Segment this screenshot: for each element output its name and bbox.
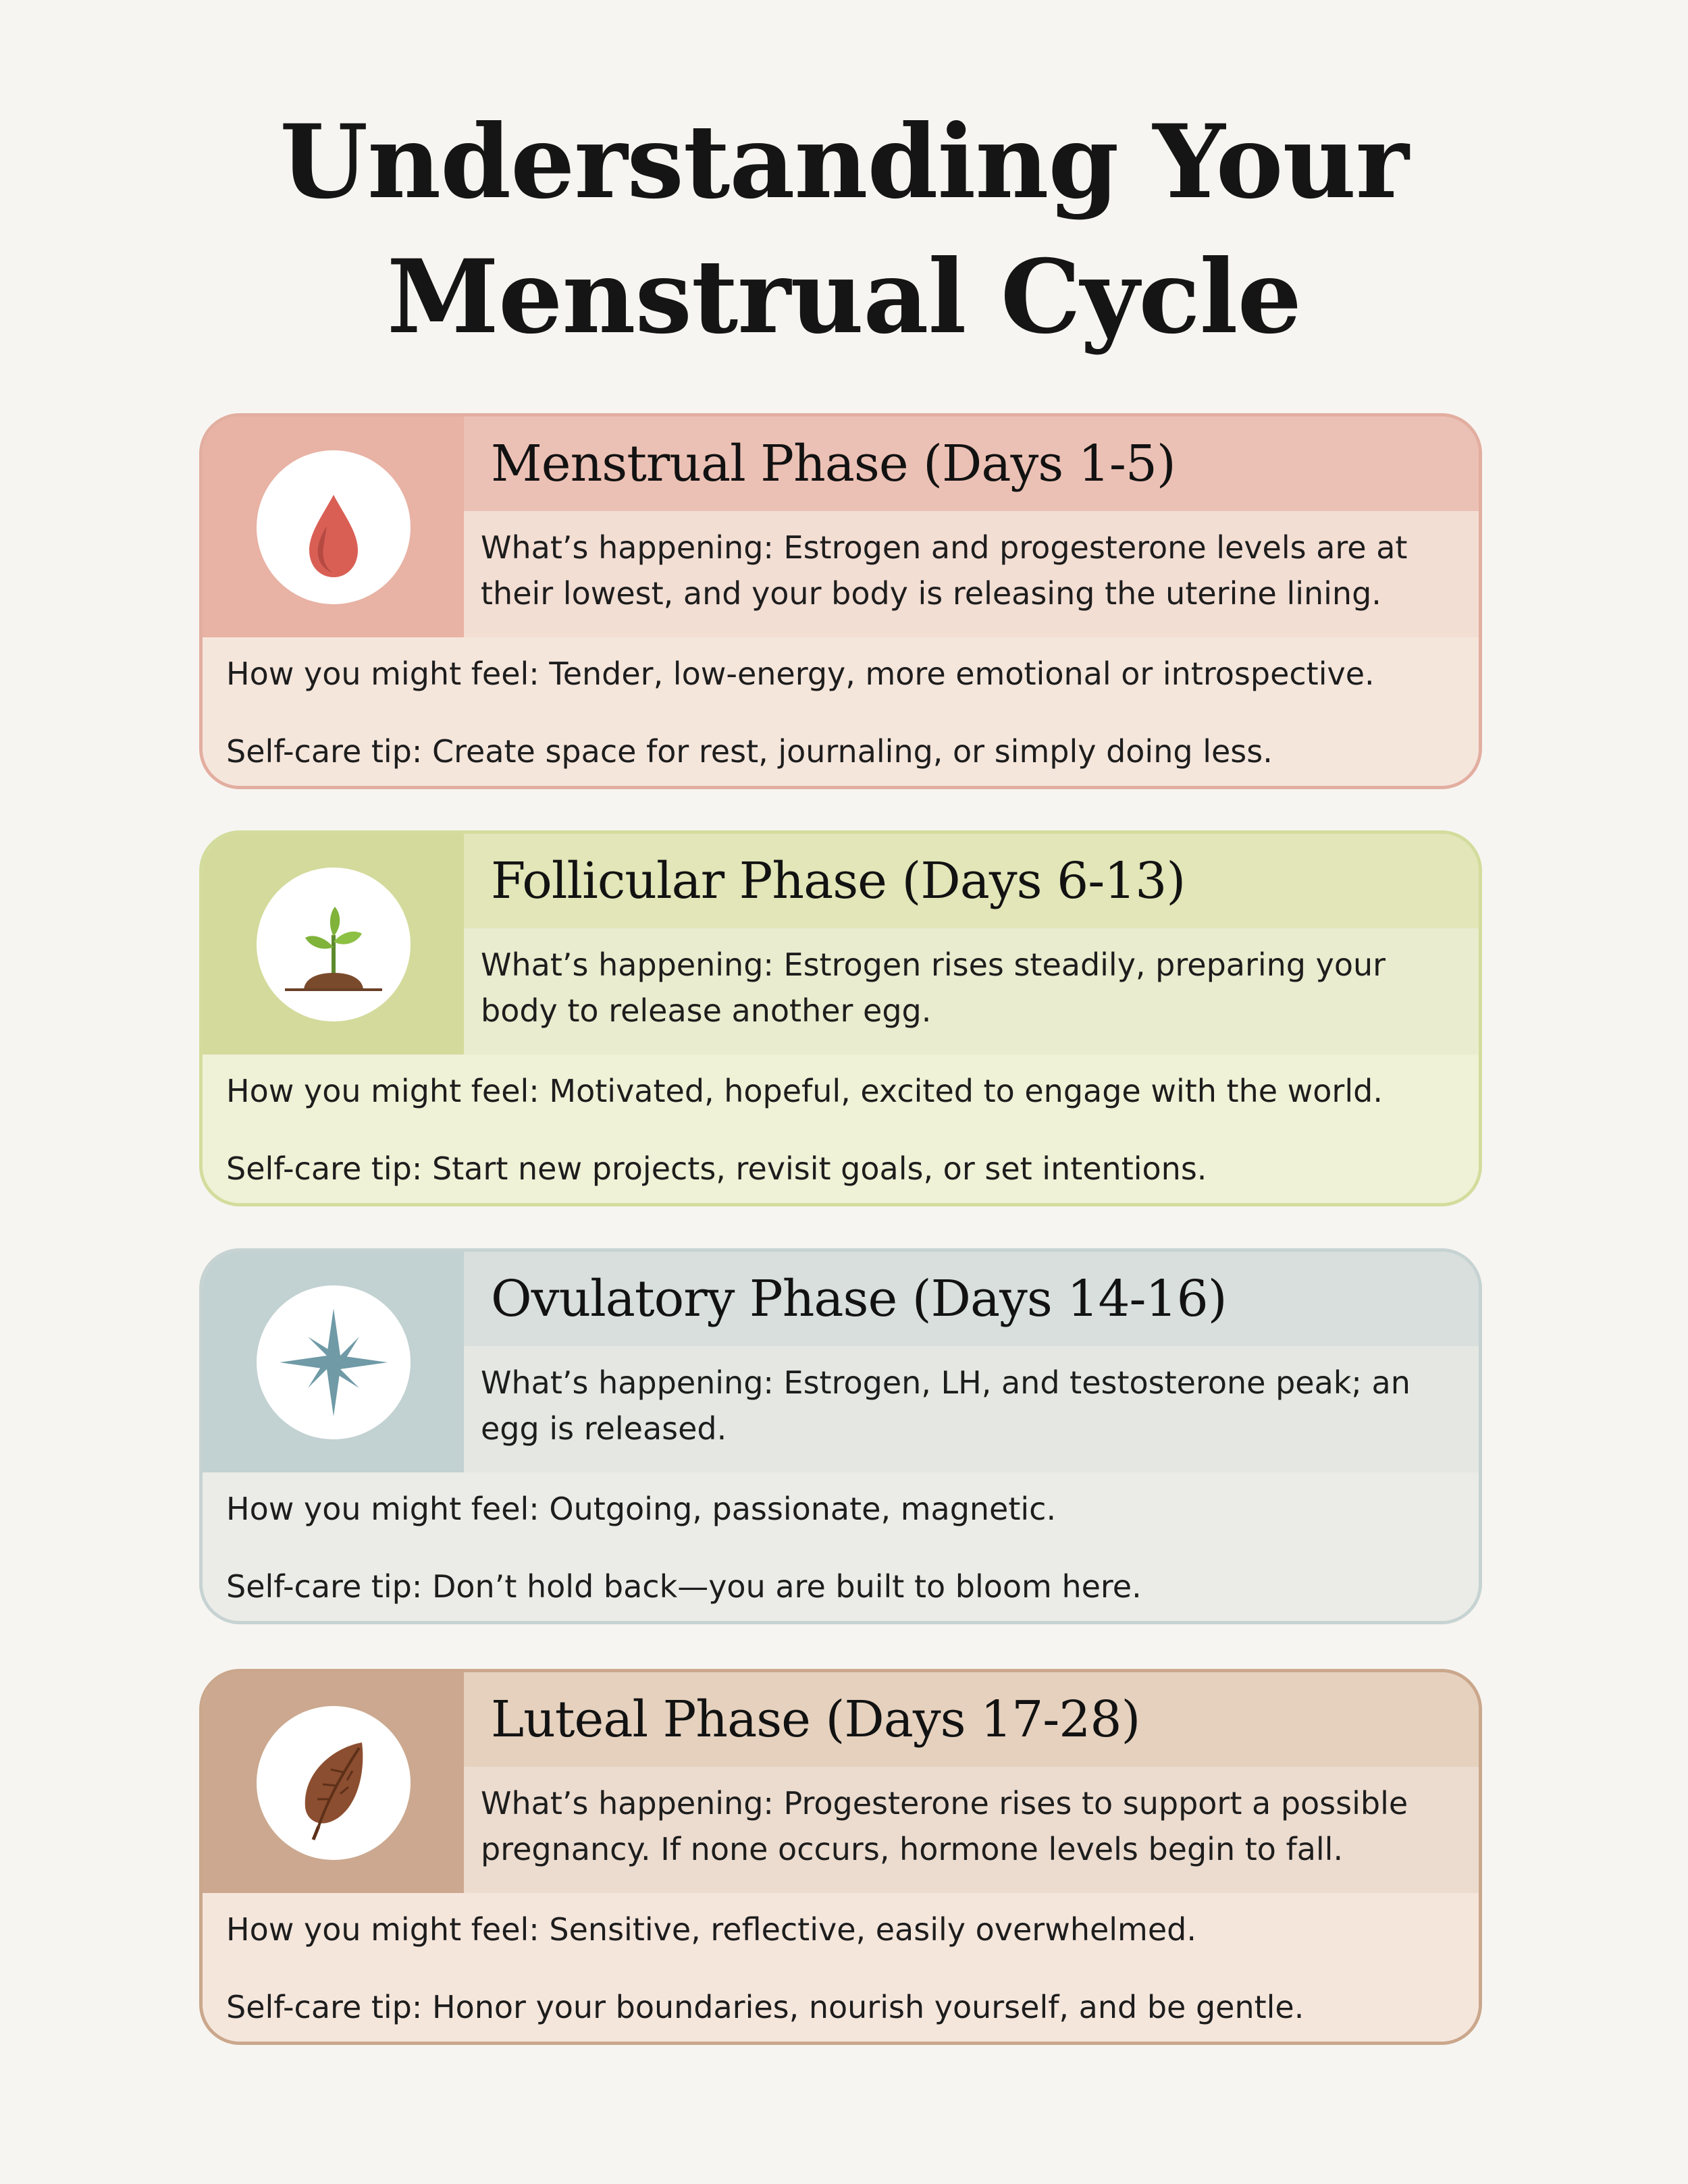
icon-panel	[203, 1252, 464, 1472]
phase-details	[203, 1893, 1479, 2042]
phase-card-follicular	[199, 830, 1482, 1206]
phase-title-bar	[464, 1252, 1479, 1346]
phase-card-menstrual	[199, 413, 1482, 789]
phase-title: Luteal Phase (Days 17-28)	[491, 1690, 1140, 1749]
icon-panel	[203, 834, 464, 1055]
icon-panel	[203, 417, 464, 637]
how-you-might-feel-text: How you might feel: Sensitive, reflective, easily overwhelmed.	[226, 1911, 1196, 1948]
self-care-tip-text: Self-care tip: Don’t hold back—you are built to bloom here.	[226, 1568, 1142, 1605]
whats-happening-box	[464, 1346, 1479, 1472]
phase-title: Menstrual Phase (Days 1-5)	[491, 435, 1176, 493]
star-icon	[257, 1285, 411, 1439]
whats-happening-text: What’s happening: Estrogen and progesterone levels are at their lowest, and your body is releasing the uterine lining.	[481, 529, 1408, 612]
blood-drop-icon	[257, 450, 411, 604]
icon-circle	[257, 868, 411, 1021]
how-you-might-feel-text: How you might feel: Tender, low-energy, more emotional or introspective.	[226, 656, 1375, 692]
phase-title: Ovulatory Phase (Days 14-16)	[491, 1270, 1227, 1328]
icon-circle	[257, 450, 411, 604]
whats-happening-text: What’s happening: Estrogen rises steadily, preparing your body to release another egg.	[481, 947, 1386, 1029]
phase-details	[203, 1055, 1479, 1203]
how-you-might-feel-text: How you might feel: Outgoing, passionate, magnetic.	[226, 1491, 1057, 1527]
phase-title-bar	[464, 417, 1479, 511]
whats-happening-box	[464, 511, 1479, 637]
phase-title-bar	[464, 1672, 1479, 1767]
how-you-might-feel-text: How you might feel: Motivated, hopeful, excited to engage with the world.	[226, 1073, 1383, 1109]
whats-happening-box	[464, 928, 1479, 1055]
phase-title-bar	[464, 834, 1479, 928]
whats-happening-text: What’s happening: Estrogen, LH, and testosterone peak; an egg is released.	[481, 1364, 1410, 1447]
page-title-line-2: Menstrual Cycle	[386, 238, 1302, 356]
self-care-tip-text: Self-care tip: Start new projects, revisit goals, or set intentions.	[226, 1150, 1207, 1187]
self-care-tip-text: Self-care tip: Create space for rest, journaling, or simply doing less.	[226, 733, 1273, 770]
whats-happening-box	[464, 1767, 1479, 1893]
leaf-icon	[257, 1706, 411, 1860]
whats-happening-text: What’s happening: Progesterone rises to support a possible pregnancy. If none occurs, hormone levels begin to fall.	[481, 1785, 1408, 1867]
sprout-icon	[257, 868, 411, 1021]
phase-card-ovulatory	[199, 1248, 1482, 1624]
phase-title: Follicular Phase (Days 6-13)	[491, 852, 1186, 910]
phase-details	[203, 1472, 1479, 1621]
phase-card-luteal	[199, 1669, 1482, 2045]
icon-panel	[203, 1672, 464, 1893]
self-care-tip-text: Self-care tip: Honor your boundaries, nourish yourself, and be gentle.	[226, 1989, 1304, 2025]
page-title	[0, 95, 1688, 365]
icon-circle	[257, 1285, 411, 1439]
icon-circle	[257, 1706, 411, 1860]
page-title-line-1: Understanding Your	[280, 103, 1408, 221]
phase-details	[203, 637, 1479, 786]
